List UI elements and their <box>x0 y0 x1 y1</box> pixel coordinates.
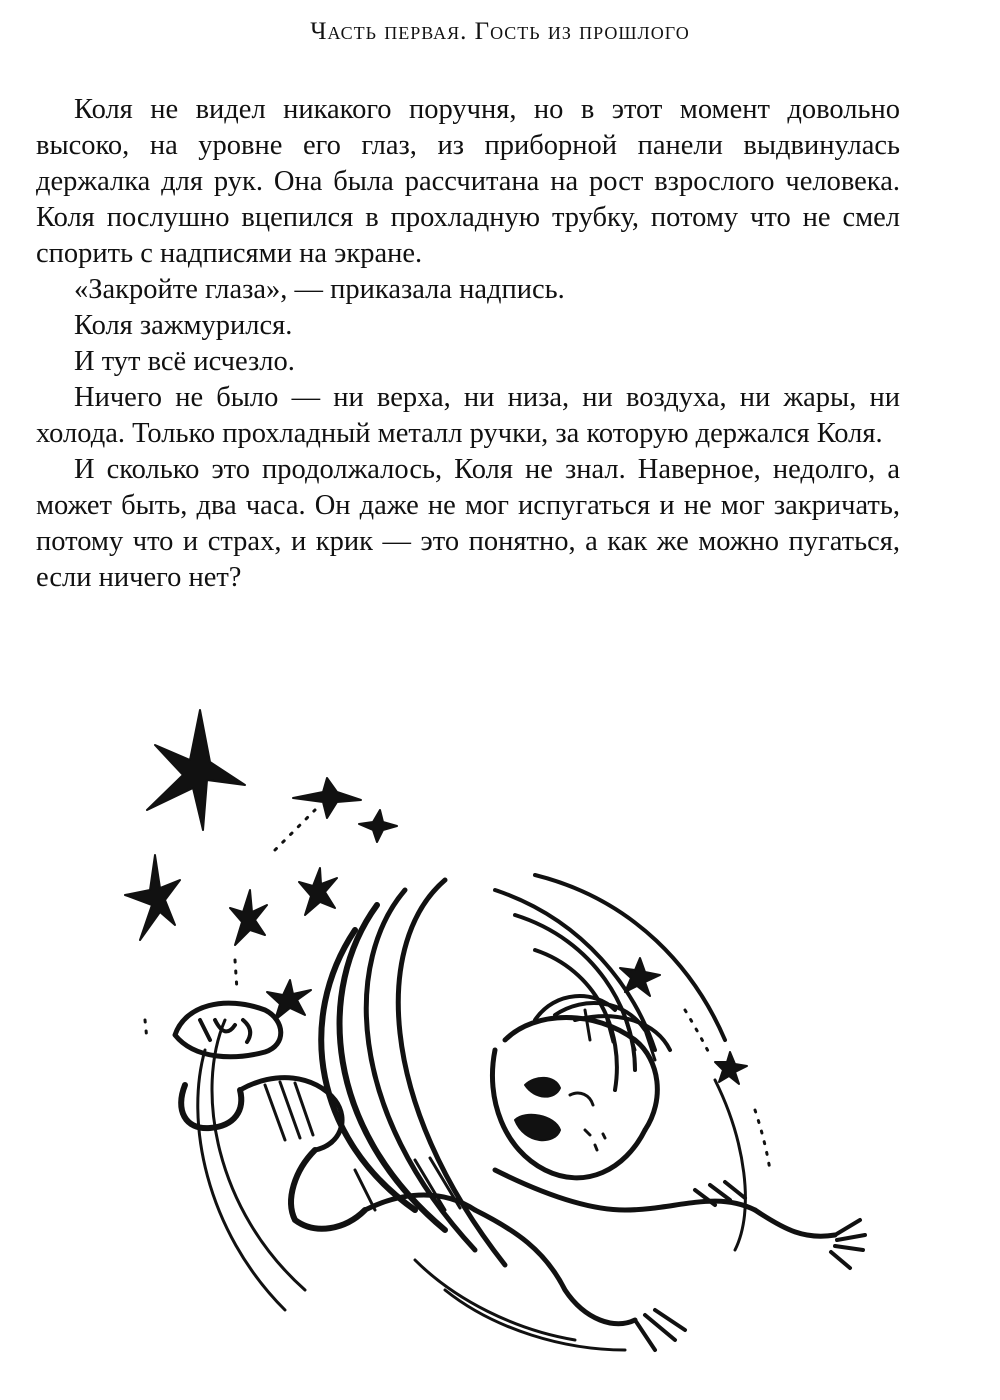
star-icon <box>230 890 267 945</box>
star-icon <box>147 710 245 830</box>
star-icon <box>293 778 361 818</box>
paragraph: Коля зажмурился. <box>74 310 293 341</box>
paragraph: И сколько это продолжалось, Коля не знал. Наверное, недолго, а может быть, два часа. Он даже не мог испугаться и не мог закричать, потому что и страх, и крик — это понятно, а как же можно пугаться, если ничего нет? <box>36 454 900 593</box>
body-text <box>36 92 900 596</box>
paragraph: Ничего не было — ни верха, ни низа, ни воздуха, ни жары, ни холода. Только прохладный металл ручки, за которую держался Коля. <box>36 382 900 449</box>
boy-falling-through-time-illustration <box>115 690 895 1380</box>
paragraph: Коля не видел никакого поручня, но в этот момент довольно высоко, на уровне его глаз, из приборной панели выдвинулась держалка для рук. Она была рассчитана на рост взрослого человека. Коля послушно вцепился в прохладную трубку, потому что не смел спорить с надписями на экране. <box>36 94 900 269</box>
running-head: Часть первая. Гость из прошлого <box>310 18 690 45</box>
falling-boy <box>175 996 865 1350</box>
star-icon <box>125 855 180 940</box>
star-icon <box>715 1052 747 1084</box>
paragraph: И тут всё исчезло. <box>74 346 295 377</box>
motion-lines <box>198 875 746 1350</box>
star-icon <box>299 868 337 915</box>
star-icon <box>359 810 397 842</box>
paragraph: «Закройте глаза», — приказала надпись. <box>74 274 565 305</box>
